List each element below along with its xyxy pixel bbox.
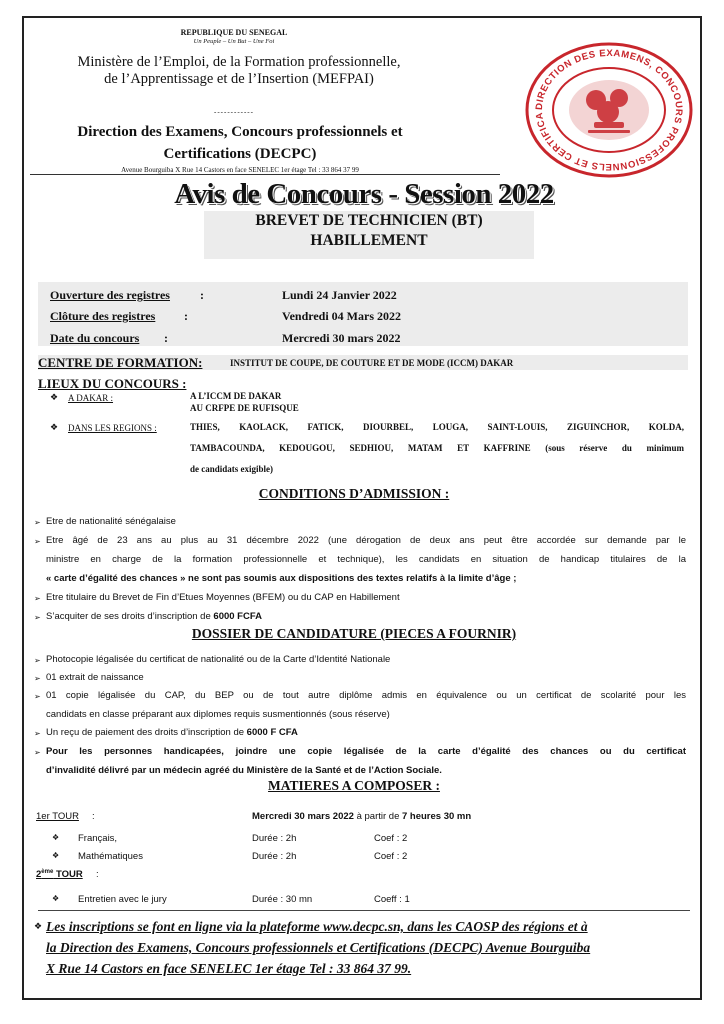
diamond-bullet-icon: ❖ <box>52 851 60 860</box>
tour2-colon: : <box>96 869 99 880</box>
subject-duration: Durée : 30 mn <box>252 894 313 905</box>
subject-coef: Coeff : 1 <box>374 894 410 905</box>
arrow-bullet-icon: ➢ <box>34 613 41 622</box>
condition-line: ministre en charge de la formation professionnelle et technique), les candidats en situation de handicap titulaires de la <box>46 554 686 565</box>
subject-duration: Durée : 2h <box>252 833 297 844</box>
dossier-title: DOSSIER DE CANDIDATURE (PIECES A FOURNIR) <box>191 626 517 641</box>
condition-line: Etre âgé de 23 ans au plus au 31 décembre 2022 (une dérogation de deux ans peut être accordée sur demande par le <box>46 535 686 546</box>
page-title: Avis de Concours - Session 2022 <box>174 178 554 210</box>
ministry-name: Ministère de l’Emploi, de la Formation professionnelle, de l’Apprentissage et de l’Insertion (MEFPAI) <box>77 54 401 87</box>
register-colon: : <box>164 331 168 345</box>
arrow-bullet-icon: ➢ <box>34 518 41 527</box>
subject-coef: Coef : 2 <box>374 833 408 844</box>
condition-line: Etre titulaire du Brevet de Fin d’Etues Moyennes (BFEM) ou du CAP en Habillement <box>46 592 400 603</box>
condition-line <box>46 607 262 626</box>
diamond-bullet-icon: ❖ <box>50 392 59 402</box>
lieu-regions-line: de candidats exigible) <box>190 464 274 474</box>
tour2-label <box>36 869 83 880</box>
condition-line: « carte d’égalité des chances » ne sont pas soumis aux dispositions des textes relatifs à la limite d’âge ; <box>46 573 517 584</box>
tour1-schedule <box>252 811 471 822</box>
tour1-mid: à partir de <box>353 811 402 822</box>
stamp-text: DIRECTION DES EXAMENS, CONCOURS PROFESSIONNELS ET CERTIFICA <box>533 47 685 173</box>
register-value: Vendredi 04 Mars 2022 <box>282 309 402 323</box>
tour1-colon: : <box>92 811 95 822</box>
centre-value: INSTITUT DE COUPE, DE COUTURE ET DE MODE (ICCM) DAKAR <box>230 358 514 368</box>
register-label: Clôture des registres <box>50 309 156 323</box>
matieres-title: MATIERES A COMPOSER : <box>268 778 440 793</box>
subject-name: Mathématiques <box>78 851 143 862</box>
register-colon: : <box>200 288 204 302</box>
stamp-seal-icon <box>524 40 694 180</box>
fee-text: Un reçu de paiement des droits d’inscription de <box>46 727 247 738</box>
subject-name: Entretien avec le jury <box>78 894 167 905</box>
register-colon: : <box>184 309 188 323</box>
diamond-bullet-icon: ❖ <box>50 422 59 432</box>
subject-name: Français, <box>78 833 118 844</box>
direction-address: Avenue Bourguiba X Rue 14 Castors en face SENELEC 1er étage Tel : 33 864 37 99 <box>121 166 359 174</box>
diamond-bullet-icon: ❖ <box>52 833 60 842</box>
national-motto: Un Peuple – Un But – Une Foi <box>193 38 275 45</box>
conditions-title: CONDITIONS D’ADMISSION : <box>258 486 450 501</box>
centre-label: CENTRE DE FORMATION: <box>38 355 203 370</box>
dossier-line: 01 extrait de naissance <box>46 672 144 683</box>
republic-title: REPUBLIQUE DU SENEGAL <box>180 28 288 37</box>
dossier-line: Pour les personnes handicapées, joindre une copie légalisée de la carte d’égalité des chances ou du certificat <box>46 746 686 757</box>
register-value: Lundi 24 Janvier 2022 <box>282 288 397 302</box>
arrow-bullet-icon: ➢ <box>34 692 41 701</box>
tour2-suffix: ème <box>41 869 54 875</box>
footer-line: X Rue 14 Castors en face SENELEC 1er étage Tel : 33 864 37 99. <box>46 961 412 976</box>
arrow-bullet-icon: ➢ <box>34 748 41 757</box>
dossier-line: 01 copie légalisée du CAP, du BEP ou de tout autre diplôme admis en équivalence ou un certificat de scolarité pour les <box>46 690 686 701</box>
fee-amount: 6000 FCFA <box>213 611 262 622</box>
dossier-line: candidats en classe préparant aux diplomes requis susmentionnés (sous réserve) <box>46 709 390 720</box>
document-frame <box>22 16 702 1000</box>
registration-note <box>46 916 686 979</box>
lieu-regions-line: TAMBACOUNDA, KEDOUGOU, SEDHIOU, MATAM ET KAFFRINE (sous réserve du minimum <box>190 443 684 453</box>
speciality-name: HABILLEMENT <box>310 232 428 249</box>
lieu-label-dakar: A DAKAR : <box>68 393 114 403</box>
footer-rule <box>38 910 690 911</box>
lieu-value: AU CRFPE DE RUFISQUE <box>190 403 299 413</box>
footer-line: la Direction des Examens, Concours professionnels et Certifications (DECPC) Avenue Bourguiba <box>46 940 591 955</box>
tour1-label: 1er TOUR <box>36 811 79 822</box>
arrow-bullet-icon: ➢ <box>34 537 41 546</box>
header-separator: ------------ <box>214 108 254 116</box>
fee-amount: 6000 F CFA <box>246 727 298 738</box>
register-label: Date du concours <box>50 331 140 345</box>
dossier-line: d’invalidité délivré par un médecin agréé du Ministère de la Santé et de l’Action Sociale. <box>46 765 442 776</box>
lieu-label-regions: DANS LES REGIONS : <box>68 423 157 433</box>
arrow-bullet-icon: ➢ <box>34 729 41 738</box>
arrow-bullet-icon: ➢ <box>34 674 41 683</box>
subject-duration: Durée : 2h <box>252 851 297 862</box>
condition-line: Etre de nationalité sénégalaise <box>46 516 176 527</box>
lieu-regions-line: THIES, KAOLACK, FATICK, DIOURBEL, LOUGA, SAINT-LOUIS, ZIGUINCHOR, KOLDA, <box>190 422 684 432</box>
tour2-number: 2 <box>36 869 42 881</box>
register-label: Ouverture des registres <box>50 288 170 302</box>
arrow-bullet-icon: ➢ <box>34 656 41 665</box>
diamond-bullet-icon: ❖ <box>34 921 43 931</box>
dossier-line <box>46 723 298 742</box>
footer-line: Les inscriptions se font en ligne via la plateforme www.decpc.sn, dans les CAOSP des régions et à <box>46 919 588 934</box>
fee-text: S’acquiter de ses droits d’inscription de <box>46 611 214 622</box>
header-rule <box>30 174 500 175</box>
register-value: Mercredi 30 mars 2022 <box>282 331 401 345</box>
official-stamp <box>524 40 694 180</box>
tour1-time: 7 heures 30 mn <box>402 811 472 822</box>
arrow-bullet-icon: ➢ <box>34 594 41 603</box>
diamond-bullet-icon: ❖ <box>52 894 60 903</box>
lieu-value: A L’ICCM DE DAKAR <box>190 391 282 401</box>
diploma-name: BREVET DE TECHNICIEN (BT) <box>255 212 483 229</box>
lieux-title: LIEUX DU CONCOURS : <box>38 376 187 391</box>
direction-name: Direction des Examens, Concours professionnels et Certifications (DECPC) <box>77 124 403 162</box>
subject-coef: Coef : 2 <box>374 851 408 862</box>
dossier-line: Photocopie légalisée du certificat de nationalité ou de la Carte d’Identité Nationale <box>46 654 391 665</box>
tour1-date: Mercredi 30 mars 2022 <box>252 811 354 822</box>
tour2-word: TOUR <box>53 869 83 881</box>
